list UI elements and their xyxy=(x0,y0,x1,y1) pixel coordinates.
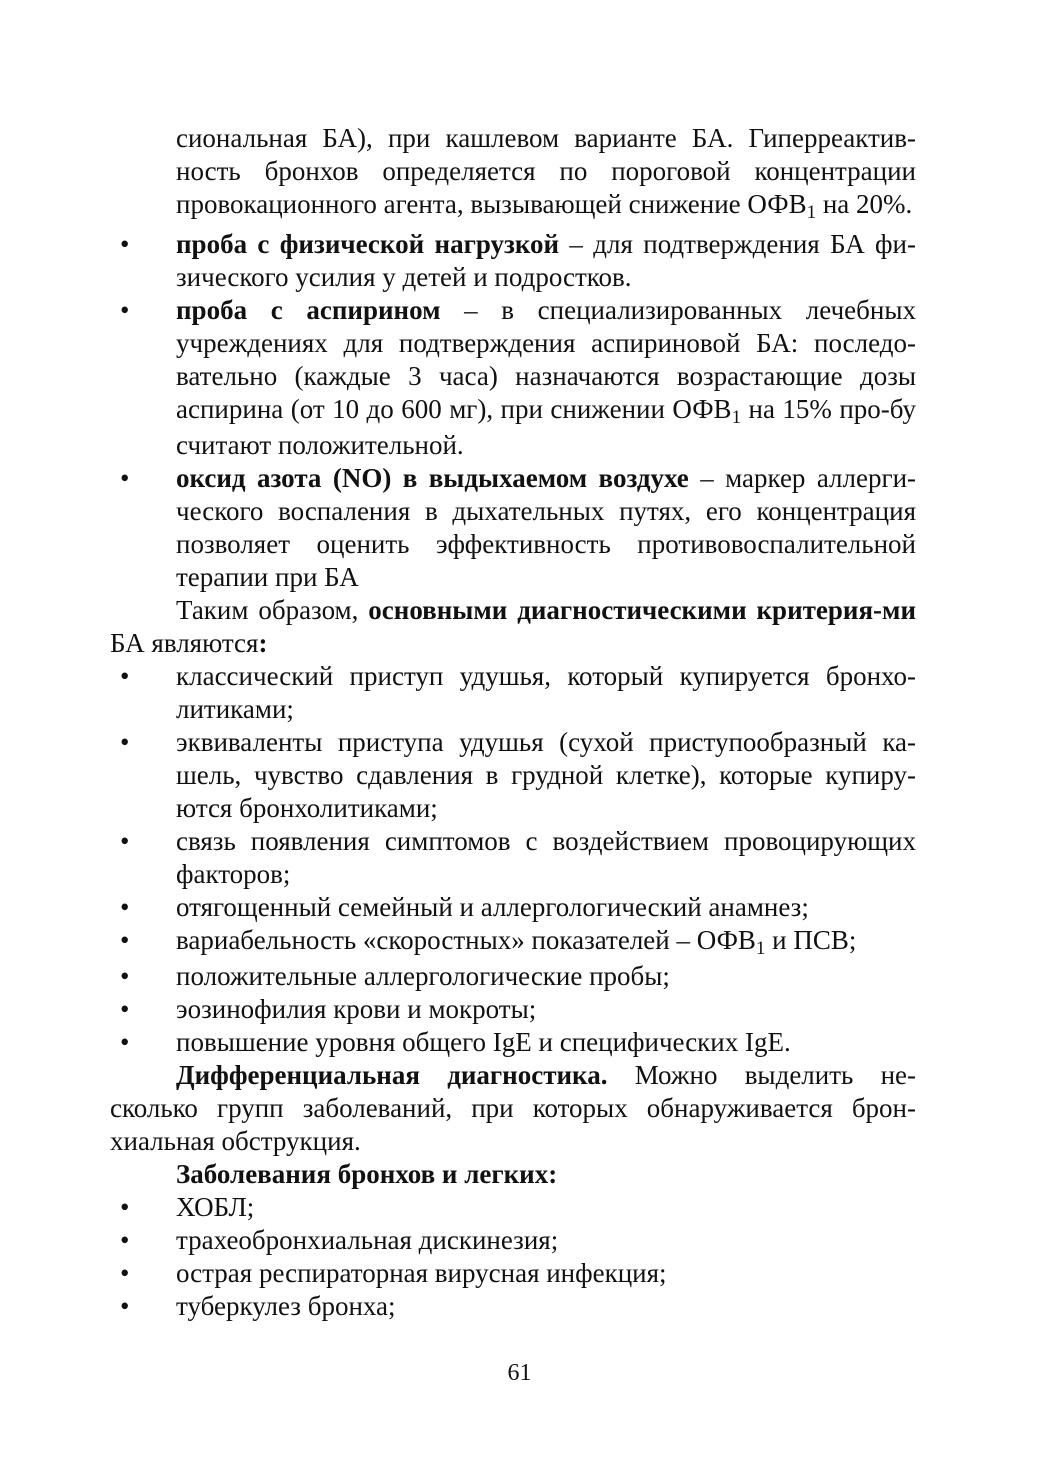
bullet-icon: • xyxy=(120,1225,130,1255)
criteria-list xyxy=(110,660,916,1059)
test-name: оксид азота (NO) в выдыхаемом воздухе xyxy=(176,463,689,493)
lung-diseases-list xyxy=(110,1191,916,1323)
disease-text: ХОБЛ; xyxy=(176,1192,255,1222)
list-item xyxy=(110,462,916,594)
bullet-icon: • xyxy=(120,661,130,691)
test-name: проба с физической нагрузкой xyxy=(176,229,560,259)
test-description: – в специализированных лечебных учреждениях для подтверждения аспириновой БА: последо-вательно (каждые 3 часа) назначаются возрастающие дозы аспирина (от 10 до 600 мг), при снижении ОФВ xyxy=(176,295,916,424)
page-body xyxy=(110,122,916,1323)
list-item xyxy=(110,1224,916,1257)
intro-text: сиональная БА), при кашлевом варианте БА. Гиперреактив-ность бронхов определяется по пороговой концентрации провокационного агента, вызывающей снижение ОФВ xyxy=(176,123,916,219)
criteria-intro-bold: основными диагностическими критерия-ми xyxy=(368,595,916,625)
criterion-text: повышение уровня общего IgE и специфических IgE. xyxy=(176,1027,791,1057)
list-item xyxy=(110,924,916,960)
bullet-icon: • xyxy=(120,961,130,991)
page-number: 61 xyxy=(507,1360,532,1386)
bullet-icon: • xyxy=(120,826,130,856)
differential-text: Можно выделить не-сколько групп заболеваний, при которых обнаруживается брон-хиальная обструкция. xyxy=(110,1060,916,1156)
list-item xyxy=(110,960,916,993)
bullet-icon: • xyxy=(120,463,130,493)
bullet-icon: • xyxy=(120,1192,130,1222)
intro-text-end: на 20%. xyxy=(816,189,913,219)
bullet-icon: • xyxy=(120,1258,130,1288)
criteria-intro-middle: БА являются xyxy=(110,628,259,658)
criterion-text-end: и ПСВ; xyxy=(765,925,857,955)
bullet-icon: • xyxy=(120,295,130,325)
list-item xyxy=(110,1026,916,1059)
list-item xyxy=(110,993,916,1026)
list-item xyxy=(110,891,916,924)
criterion-text: вариабельность «скоростных» показателей – ОФВ xyxy=(176,925,756,955)
list-item xyxy=(110,1257,916,1290)
differential-heading: Дифференциальная диагностика. xyxy=(176,1060,608,1090)
list-item xyxy=(110,825,916,891)
test-subscript: 1 xyxy=(731,407,742,428)
bullet-icon: • xyxy=(120,1291,130,1321)
list-item xyxy=(110,1290,916,1323)
lung-diseases-heading: Заболевания бронхов и легких: xyxy=(176,1159,558,1189)
criterion-text: эозинофилия крови и мокроты; xyxy=(176,994,537,1024)
bullet-icon: • xyxy=(120,727,130,757)
list-item xyxy=(110,726,916,825)
test-name: проба с аспирином xyxy=(176,295,441,325)
disease-text: трахеобронхиальная дискинезия; xyxy=(176,1225,559,1255)
criteria-intro-prefix: Таким образом, xyxy=(176,595,369,625)
criterion-text: отягощенный семейный и аллергологический анамнез; xyxy=(176,892,809,922)
tests-list xyxy=(110,228,916,594)
bullet-icon: • xyxy=(120,1027,130,1057)
criteria-intro xyxy=(110,594,916,660)
list-item xyxy=(110,294,916,462)
test-description-end: на 15% про-бу считают положительной. xyxy=(176,394,917,460)
criteria-intro-colon: : xyxy=(258,628,268,658)
list-item xyxy=(110,660,916,726)
disease-text: туберкулез бронха; xyxy=(176,1291,396,1321)
list-item xyxy=(110,228,916,294)
list-item xyxy=(110,1191,916,1224)
test-description: – маркер аллерги-ческого воспаления в дыхательных путях, его концентрация позволяет оценить эффективность противовоспалительной терапии при БА xyxy=(176,463,917,592)
criterion-subscript: 1 xyxy=(755,938,766,959)
disease-text: острая респираторная вирусная инфекция; xyxy=(176,1258,667,1288)
criterion-text: связь появления симптомов с воздействием провоцирующих факторов; xyxy=(176,826,916,889)
bullet-icon: • xyxy=(120,229,130,259)
differential-paragraph xyxy=(110,1059,916,1158)
criterion-text: положительные аллергологические пробы; xyxy=(176,961,670,991)
intro-subscript: 1 xyxy=(806,202,817,223)
bullet-icon: • xyxy=(120,892,130,922)
bullet-icon: • xyxy=(120,925,130,955)
test-description: – для подтверждения БА фи-зического усилия у детей и подростков. xyxy=(176,229,916,292)
criterion-text: классический приступ удушья, который купируется бронхо-литиками; xyxy=(176,661,916,724)
bullet-icon: • xyxy=(120,994,130,1024)
criterion-text: эквиваленты приступа удушья (сухой приступообразный ка-шель, чувство сдавления в грудной клетке), которые купиру-ются бронхолитиками; xyxy=(176,727,916,823)
intro-paragraph xyxy=(110,122,916,224)
